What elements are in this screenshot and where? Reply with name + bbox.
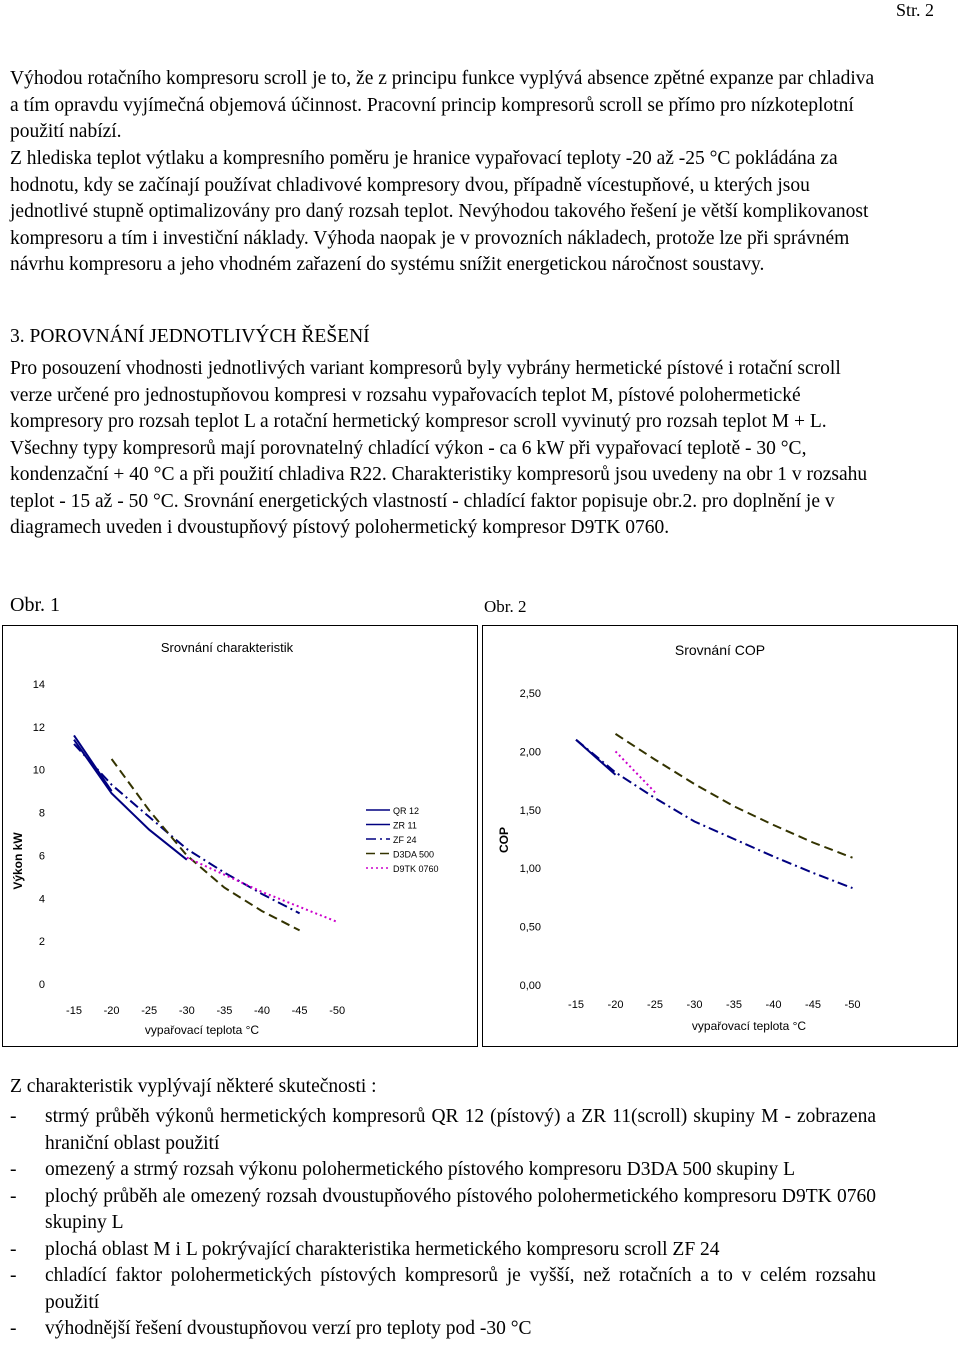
paragraph-text: Z hlediska teplot výtlaku a kompresního poměru je hranice vypařovací teploty -20 až -25 °C pokládána za hodnotu, kdy se začínají používat chladivové kompresory dvou, případně vícestupňové, u kterých jsou jednotlivé stupně optimalizovány pro daný rozsah teplot. Nevýhodou takového řešení je větší komplikovanost kompresoru a tím i investiční náklady. Výhoda naopak je v provozních nákladech, protože lze při správném návrhu kompresoru a jeho vhodném zařazení do systému snížit energetickou náročnost soustavy.: [10, 148, 869, 275]
x-tick-label: -45: [291, 1005, 308, 1017]
y-tick-label: 4: [38, 893, 45, 906]
y-tick-label: 10: [32, 764, 45, 777]
paragraph-text: Pro posouzení vhodnosti jednotlivých variant kompresorů byly vybrány hermetické pístové i rotační scroll verze určené pro jednostupňovou kompresi v rozsahu vypařovacích teplot M, pístové polohermetické kompresory pro rozsah teplot L a rotační hermetický kompresor scroll vyvinutý pro rozsah teplot M + L. Všechny typy kompresorů mají porovnatelný chladící výkon - ca 6 kW při vypařovací teplotě - 30 °C, kondenzační + 40 °C a při použití chladiva R22. Charakteristiky kompresorů jsou uvedeny na obr 1 v rozsahu teplot - 15 až - 50 °C. Srovnání energetických vlastností - chladící faktor popisuje obr.2. pro doplnění je v diagramech uveden i dvoustupňový pístový polohermetický kompresor D9TK 0760.: [10, 358, 868, 538]
list-item: - plochý průběh ale omezený rozsah dvoustupňového pístového polohermetického kompresoru D9TK 0760 skupiny L: [10, 1184, 876, 1237]
y-tick-label: 8: [38, 807, 45, 820]
chart-border: [483, 626, 958, 1047]
y-tick-label: 0,00: [519, 980, 541, 992]
chart-power-comparison: [2, 625, 478, 1047]
paragraph-comparison: [10, 356, 876, 542]
list-item: - omezený a strmý rozsah výkonu polohermetického pístového kompresoru D3DA 500 skupiny L: [10, 1157, 876, 1184]
y-axis-label: COP: [497, 826, 511, 854]
legend-label: D3DA 500: [393, 849, 435, 860]
y-tick-label: 2: [38, 936, 45, 949]
x-axis-label: vypařovací teplota °C: [144, 1023, 260, 1037]
conclusions-intro: Z charakteristik vyplývají některé skutečnosti :: [10, 1076, 377, 1097]
legend-label: ZR 11: [393, 820, 417, 831]
x-tick-label: -30: [686, 999, 703, 1011]
y-tick-label: 1,00: [519, 863, 541, 876]
y-axis-label: Výkon kW: [11, 832, 25, 890]
figure-label-1: Obr. 1: [10, 594, 60, 616]
x-tick-label: -35: [216, 1005, 233, 1017]
y-tick-label: 0: [38, 979, 45, 991]
x-tick-label: -25: [141, 1005, 158, 1017]
paragraph-temperature-limits: [10, 146, 876, 279]
legend-label: D9TK 0760: [393, 864, 439, 874]
list-item: - chladící faktor polohermetických pístových kompresorů je vyšší, než rotačních a to v celém rozsahu použití: [10, 1263, 876, 1316]
y-tick-label: 14: [32, 679, 45, 691]
x-tick-label: -15: [568, 999, 584, 1011]
list-item: - strmý průběh výkonů hermetických kompresorů QR 12 (pístový) a ZR 11(scroll) skupiny M - zobrazena hraniční oblast použití: [10, 1104, 876, 1157]
x-tick-label: -15: [66, 1005, 82, 1017]
x-tick-label: -35: [726, 999, 742, 1011]
chart-cop-comparison: [482, 625, 958, 1047]
x-tick-label: -45: [805, 999, 821, 1011]
list-item: - plochá oblast M i L pokrývající charakteristika hermetického kompresoru scroll ZF 24: [10, 1237, 876, 1264]
y-tick-label: 12: [32, 721, 45, 734]
x-axis-label: vypařovací teplota °C: [691, 1019, 807, 1033]
x-tick-label: -40: [254, 1005, 270, 1017]
x-tick-label: -20: [607, 999, 624, 1011]
chart-title: Srovnání COP: [674, 642, 766, 658]
list-item: - výhodnější řešení dvoustupňovou verzí pro teploty pod -30 °C: [10, 1316, 876, 1343]
conclusions-list: [10, 1104, 876, 1343]
legend-label: ZF 24: [393, 835, 417, 845]
section-heading: 3. POROVNÁNÍ JEDNOTLIVÝCH ŘEŠENÍ: [10, 326, 370, 347]
x-tick-label: -30: [178, 1005, 195, 1017]
y-tick-label: 6: [38, 850, 45, 863]
paragraph-text: Výhodou rotačního kompresoru scroll je to, že z principu funkce vyplývá absence zpětné expanze par chladiva a tím opravdu vyjímečná objemová účinnost. Pracovní princip kompresorů scroll se přímo pro nízkoteplotní použití nabízí.: [10, 68, 875, 142]
x-tick-label: -50: [329, 1005, 346, 1017]
chart-title: Srovnání charakteristik: [160, 640, 294, 655]
x-tick-label: -50: [844, 999, 861, 1011]
paragraph-scroll-advantage: [10, 66, 876, 146]
x-tick-label: -40: [765, 999, 782, 1011]
y-tick-label: 0,50: [519, 921, 541, 934]
legend-label: QR 12: [393, 806, 420, 816]
y-tick-label: 2,00: [519, 746, 541, 759]
page-number: Str. 2: [895, 0, 934, 20]
figure-label-2: Obr. 2: [484, 597, 527, 616]
x-tick-label: -20: [103, 1005, 120, 1017]
y-tick-label: 2,50: [519, 688, 541, 700]
y-tick-label: 1,50: [519, 804, 541, 817]
x-tick-label: -25: [647, 999, 663, 1011]
